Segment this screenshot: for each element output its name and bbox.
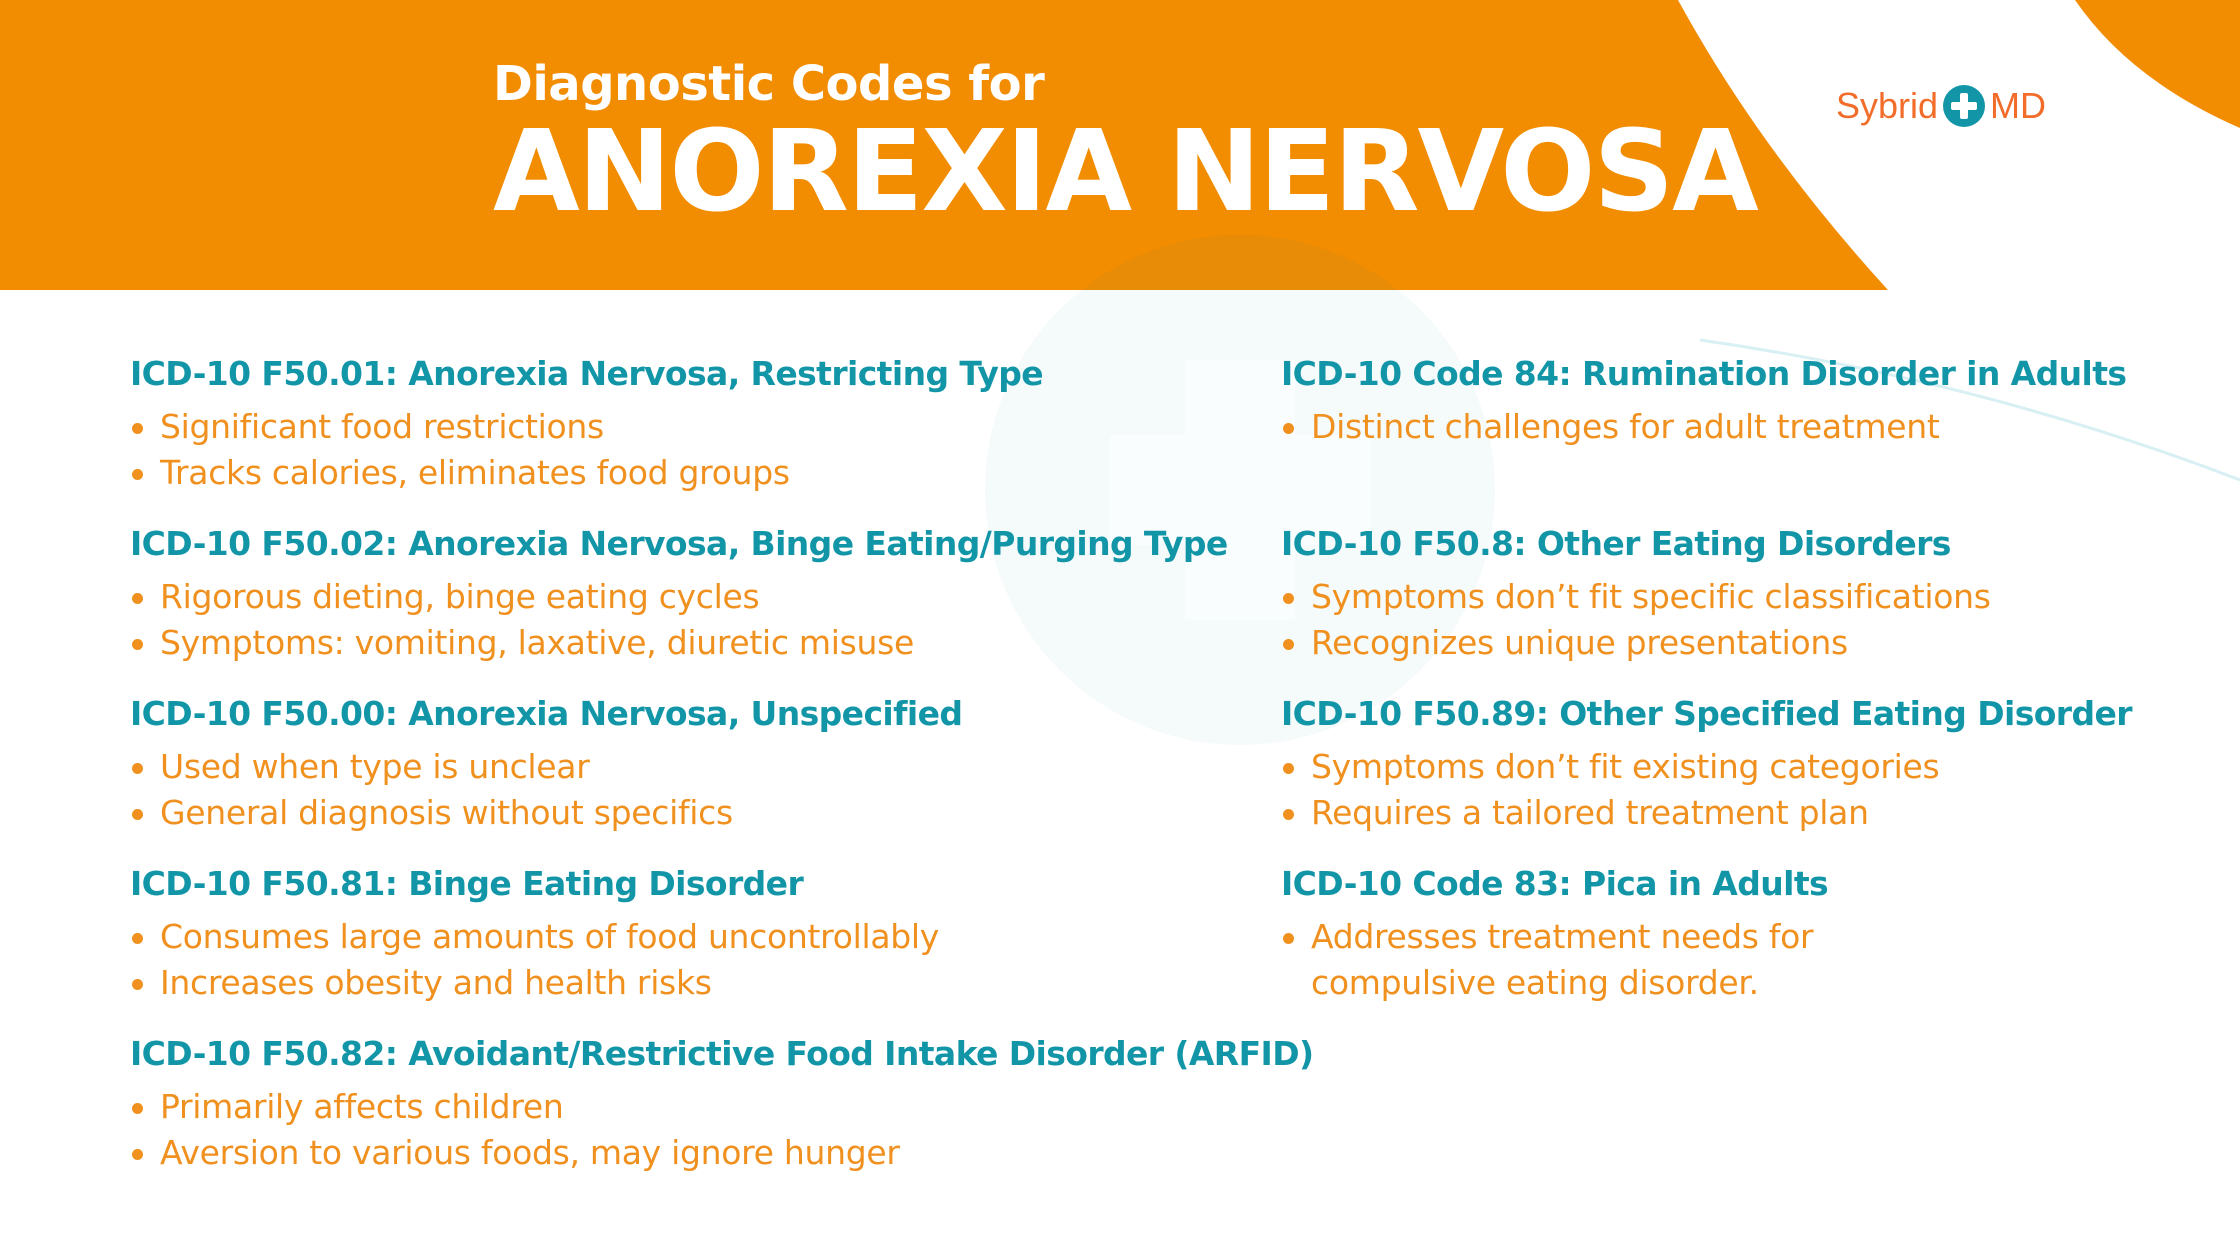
- code-title: ICD-10 F50.00: Anorexia Nervosa, Unspecified: [130, 694, 963, 733]
- code-section: [130, 860, 1280, 1030]
- bullet-text: Symptoms don’t fit existing categories: [1311, 747, 1940, 786]
- code-title: ICD-10 F50.89: Other Specified Eating Disorder: [1281, 694, 2132, 733]
- code-section: [1281, 350, 2201, 520]
- bullet-item: [1281, 404, 2201, 450]
- bullet-dot-icon: [1283, 809, 1294, 820]
- bullet-dot-icon: [132, 423, 143, 434]
- code-title: ICD-10 F50.8: Other Eating Disorders: [1281, 524, 1951, 563]
- brand-text-right: MD: [1990, 85, 2047, 126]
- brand-text-left: Sybrid: [1836, 85, 1939, 126]
- bullet-item: [130, 790, 1280, 836]
- bullet-dot-icon: [132, 1149, 143, 1160]
- bullet-item: [1281, 574, 2201, 620]
- bullet-list: [130, 744, 1280, 836]
- bullet-item: [1281, 790, 2201, 836]
- bullet-dot-icon: [132, 1103, 143, 1114]
- bullet-dot-icon: [1283, 593, 1294, 604]
- bullet-text: Addresses treatment needs for compulsive eating disorder.: [1311, 917, 1814, 1002]
- bullet-text: Consumes large amounts of food uncontrollably: [160, 917, 940, 956]
- bullet-list: [130, 404, 1280, 496]
- bullet-list: [1281, 574, 2201, 666]
- bullet-dot-icon: [132, 979, 143, 990]
- bullet-dot-icon: [132, 639, 143, 650]
- bullet-dot-icon: [132, 593, 143, 604]
- bullet-dot-icon: [1283, 639, 1294, 650]
- bullet-list: [130, 1084, 1280, 1176]
- code-title: ICD-10 F50.81: Binge Eating Disorder: [130, 864, 804, 903]
- code-section: [130, 350, 1280, 520]
- bullet-text: Primarily affects children: [160, 1087, 564, 1126]
- bullet-item: [130, 744, 1280, 790]
- bullet-item: [130, 404, 1280, 450]
- code-section: [1281, 860, 2201, 1030]
- header-title-block: [493, 52, 1757, 237]
- bullet-dot-icon: [132, 469, 143, 480]
- code-section: [130, 520, 1280, 690]
- bullet-dot-icon: [1283, 933, 1294, 944]
- bullet-text: Tracks calories, eliminates food groups: [160, 453, 790, 492]
- code-section: [1281, 690, 2201, 860]
- corner-arc: [2075, 0, 2240, 128]
- bullet-list: [1281, 744, 2201, 836]
- bullet-text: Requires a tailored treatment plan: [1311, 793, 1869, 832]
- bullet-text: Significant food restrictions: [160, 407, 604, 446]
- bullet-item: [130, 574, 1280, 620]
- code-title: ICD-10 F50.02: Anorexia Nervosa, Binge Eating/Purging Type: [130, 524, 1228, 563]
- bullet-item: [1281, 744, 2201, 790]
- code-section: [130, 690, 1280, 860]
- bullet-list: [1281, 404, 2201, 450]
- bullet-text: Symptoms: vomiting, laxative, diuretic misuse: [160, 623, 915, 662]
- code-title: ICD-10 Code 83: Pica in Adults: [1281, 864, 1829, 903]
- code-title: ICD-10 Code 84: Rumination Disorder in Adults: [1281, 354, 2127, 393]
- code-section: [130, 1030, 1314, 1200]
- bullet-text: Aversion to various foods, may ignore hunger: [160, 1133, 900, 1172]
- bullet-text: Increases obesity and health risks: [160, 963, 712, 1002]
- bullet-item: [130, 620, 1280, 666]
- right-column: [1281, 350, 2201, 1030]
- bullet-text: Recognizes unique presentations: [1311, 623, 1848, 662]
- page-subtitle: Diagnostic Codes for: [493, 56, 1045, 112]
- bullet-list: [130, 574, 1280, 666]
- bullet-item: [1281, 620, 2201, 666]
- bullet-item: [130, 450, 1280, 496]
- bullet-list: [1281, 914, 2201, 1006]
- bullet-text: Distinct challenges for adult treatment: [1311, 407, 1940, 446]
- bullet-text: Used when type is unclear: [160, 747, 590, 786]
- bullet-list: [130, 914, 1280, 1006]
- code-section: [1281, 520, 2201, 690]
- bullet-item: [1281, 914, 1871, 1006]
- bullet-dot-icon: [1283, 423, 1294, 434]
- page-title: ANOREXIA NERVOSA: [493, 107, 1757, 237]
- code-title: ICD-10 F50.82: Avoidant/Restrictive Food Intake Disorder (ARFID): [130, 1034, 1314, 1073]
- bullet-text: Rigorous dieting, binge eating cycles: [160, 577, 760, 616]
- bullet-item: [130, 914, 1280, 960]
- bullet-dot-icon: [132, 763, 143, 774]
- code-title: ICD-10 F50.01: Anorexia Nervosa, Restricting Type: [130, 354, 1044, 393]
- bullet-dot-icon: [132, 933, 143, 944]
- bullet-text: Symptoms don’t fit specific classifications: [1311, 577, 1991, 616]
- left-column: [130, 350, 1314, 1200]
- brand-logo: [1836, 84, 2046, 128]
- bullet-item: [130, 1130, 1280, 1176]
- bullet-dot-icon: [132, 809, 143, 820]
- bullet-item: [130, 1084, 1280, 1130]
- bullet-text: General diagnosis without specifics: [160, 793, 733, 832]
- bullet-dot-icon: [1283, 763, 1294, 774]
- bullet-item: [130, 960, 1280, 1006]
- plus-icon: [1942, 84, 1986, 128]
